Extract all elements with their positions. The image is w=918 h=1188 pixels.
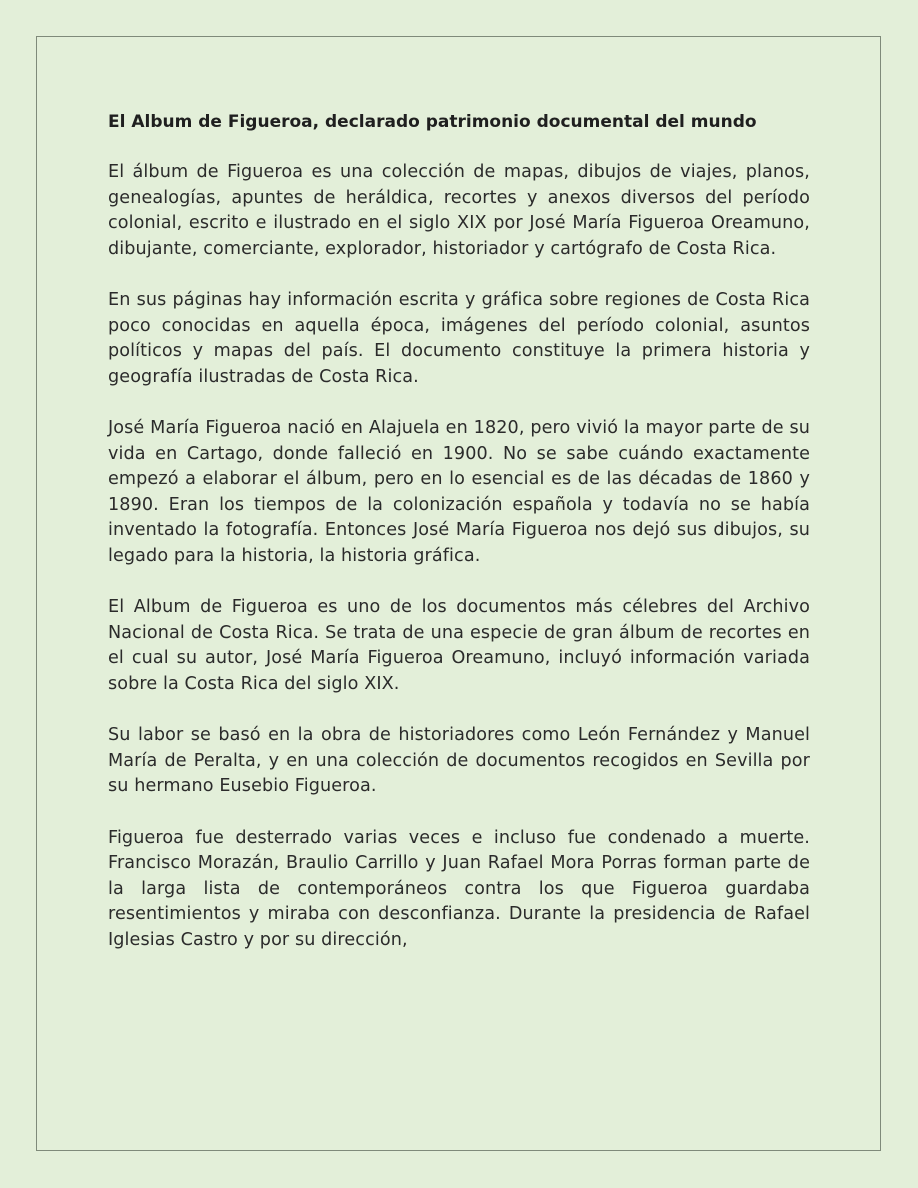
paragraph-pages: En sus páginas hay información escrita y gráfica sobre regiones de Costa Rica poco conocidas en aquella época, imágenes del período colonial, asuntos políticos y mapas del país. El documento constituye la primera historia y geografía ilustradas de Costa Rica. — [108, 290, 810, 387]
document-title: El Album de Figueroa, declarado patrimonio documental del mundo — [108, 112, 757, 132]
paragraph-intro: El álbum de Figueroa es una colección de mapas, dibujos de viajes, planos, genealogías, apuntes de heráldica, recortes y anexos diversos del período colonial, escrito e ilustrado en el siglo XIX por José María Figueroa Oreamuno, dibujante, comerciante, explorador, historiador y cartógrafo de Costa Rica. — [108, 162, 810, 259]
paragraph-exile: Figueroa fue desterrado varias veces e incluso fue condenado a muerte. Francisco Morazán, Braulio Carrillo y Juan Rafael Mora Porras forman parte de la larga lista de contemporáneos contra los que Figueroa guardaba resentimientos y miraba con desconfianza. Durante la presidencia de Rafael Iglesias Castro y por su dirección, — [108, 827, 810, 950]
paragraph-biography: José María Figueroa nació en Alajuela en 1820, pero vivió la mayor parte de su vida en Cartago, donde falleció en 1900. No se sabe cuándo exactamente empezó a elaborar el álbum, pero en lo esencial es de las décadas de 1860 y 1890. Eran los tiempos de la colonización española y todavía no se había inventado la fotografía. Entonces José María Figueroa nos dejó sus dibujos, su legado para la historia, la historia gráfica. — [108, 418, 810, 566]
paragraph-archive: El Album de Figueroa es uno de los documentos más célebres del Archivo Nacional de Costa Rica. Se trata de una especie de gran álbum de recortes en el cual su autor, José María Figueroa Oreamuno, incluyó información variada sobre la Costa Rica del siglo XIX. — [108, 597, 810, 694]
paragraph-sources: Su labor se basó en la obra de historiadores como León Fernández y Manuel María de Peralta, y en una colección de documentos recogidos en Sevilla por su hermano Eusebio Figueroa. — [108, 725, 810, 796]
document-body — [108, 110, 810, 979]
